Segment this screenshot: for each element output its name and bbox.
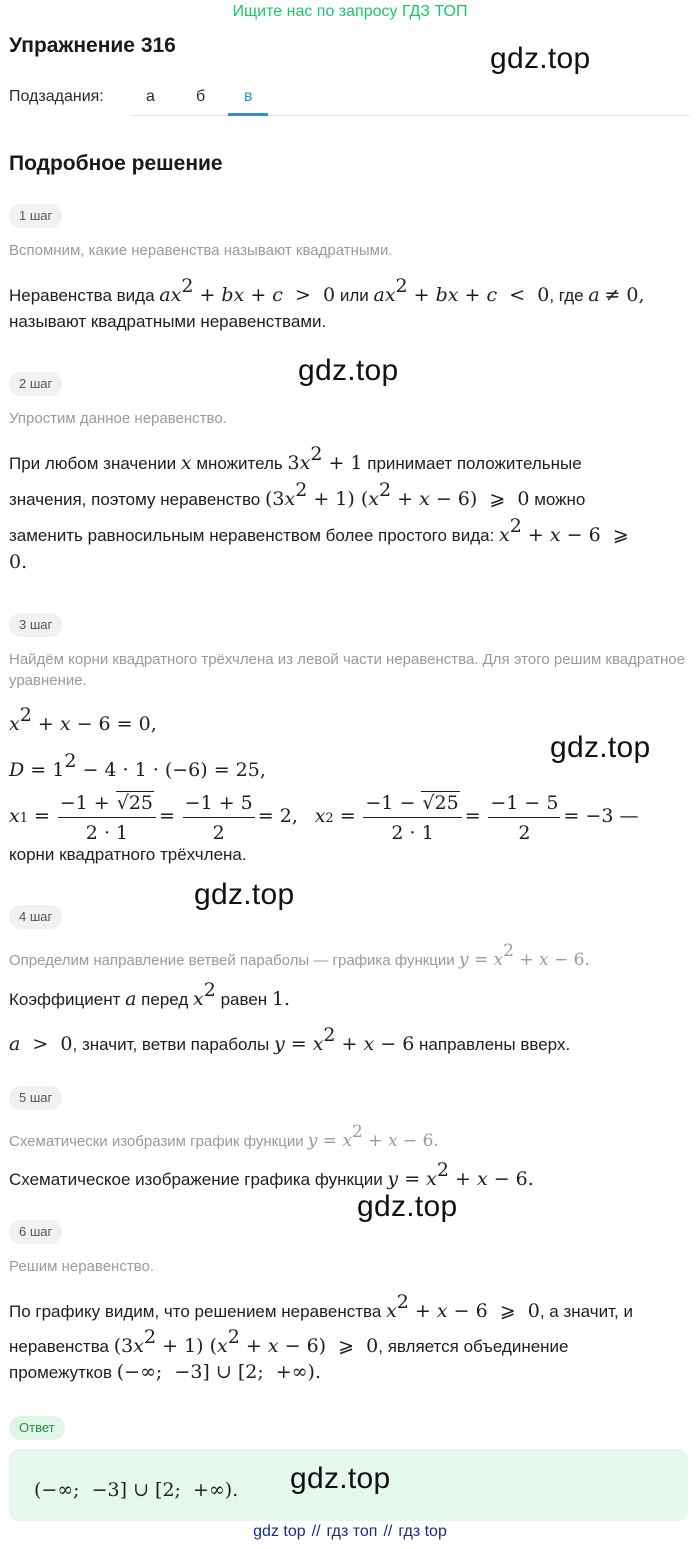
subtasks-label: Подзадания: [9, 88, 104, 105]
watermark: gdz.top [194, 878, 295, 911]
roots: x1 = $\frac{-1 + √25}{2 \cdot 1}$ = $\frac{-1 + 5}{2}$ = 2, x2 = $\frac{-1 - √25}{2 \cdot 1}$ = $\frac{-1 - 5}{2}$ = −3 — [9, 791, 639, 844]
step-text: Схематическое изображение графика функции $y = x^2 + x - 6$. [9, 1159, 534, 1190]
tab-b[interactable]: б [196, 88, 206, 105]
step-text: называют квадратными неравенствами. [9, 312, 327, 331]
equation: $x^2 + x - 6 = 0$, [9, 704, 157, 735]
watermark: gdz.top [357, 1190, 458, 1223]
answer-badge: Ответ [9, 1416, 65, 1440]
step-text: значения, поэтому неравенство $(3x^2 + 1) (x^2 + x - 6)$ ⩾ 0 можно [9, 479, 586, 510]
subtasks-tabs [130, 74, 690, 116]
step-hint: Найдём корни квадратного трёхчлена из левой части неравенства. Для этого решим квадратное уравнение. [9, 651, 686, 689]
step-badge: 1 шаг [9, 204, 62, 228]
tab-v[interactable]: в [244, 88, 253, 105]
footer-links: gdz top // гдз топ // гдз top [253, 1523, 447, 1540]
footer-link[interactable]: gdz top [253, 1523, 306, 1540]
watermark: gdz.top [490, 42, 591, 75]
step-hint: Вспомним, какие неравенства называют квадратными. [9, 242, 393, 259]
watermark: gdz.top [550, 731, 651, 764]
step-text: корни квадратного трёхчлена. [9, 845, 247, 864]
step-text: Неравенства вида $ax^2$ + bx + c > 0 или $ax^2$ + bx + c < 0, где a ≠ 0, [9, 275, 645, 306]
step-badge: 6 шаг [9, 1220, 62, 1244]
step-badge: 4 шаг [9, 905, 62, 929]
step-text: 0. [9, 551, 28, 573]
step-hint: Упростим данное неравенство. [9, 410, 227, 427]
watermark: gdz.top [298, 354, 399, 387]
footer-link[interactable]: гдз top [398, 1523, 447, 1540]
step-badge: 5 шаг [9, 1086, 62, 1110]
watermark: gdz.top [290, 1462, 391, 1495]
step-text: неравенства $(3x^2 + 1) (x^2 + x - 6)$ ⩾ 0, является объединение [9, 1326, 569, 1357]
step-text: Коэффициент a перед $x^2$ равен 1. [9, 979, 291, 1010]
step-hint: Схематически изобразим график функции $y = x^2 + x - 6$. [9, 1122, 439, 1151]
active-tab-indicator [228, 113, 268, 116]
promo-banner[interactable]: Ищите нас по запросу ГДЗ ТОП [232, 3, 468, 20]
step-text: заменить равносильным неравенством более простого вида: $x^2 + x - 6$ ⩾ [9, 515, 629, 546]
solution-heading: Подробное решение [9, 152, 223, 175]
step-text: промежутков (−∞; −3] ∪ [2; +∞). [9, 1361, 322, 1383]
step-hint: Определим направление ветвей параболы — графика функции $y = x^2 + x - 6$. [9, 941, 590, 970]
step-text: a > 0, значит, ветви параболы $y = x^2 + x - 6$ направлены вверх. [9, 1024, 571, 1055]
step-badge: 3 шаг [9, 613, 62, 637]
answer-text: (−∞; −3] ∪ [2; +∞). [34, 1479, 239, 1501]
step-text: По графику видим, что решением неравенства $x^2 + x - 6$ ⩾ 0, а значит, и [9, 1291, 633, 1322]
discriminant: $D = 1^2 - 4 \cdot 1 \cdot (-6) = 25$, [9, 750, 266, 781]
tab-a[interactable]: а [146, 88, 155, 105]
step-hint: Решим неравенство. [9, 1258, 154, 1275]
page-title: Упражнение 316 [9, 34, 176, 57]
step-badge: 2 шаг [9, 372, 62, 396]
footer-link[interactable]: гдз топ [326, 1523, 378, 1540]
step-text: При любом значении x множитель $3x^2 + 1$ принимает положительные [9, 443, 582, 474]
